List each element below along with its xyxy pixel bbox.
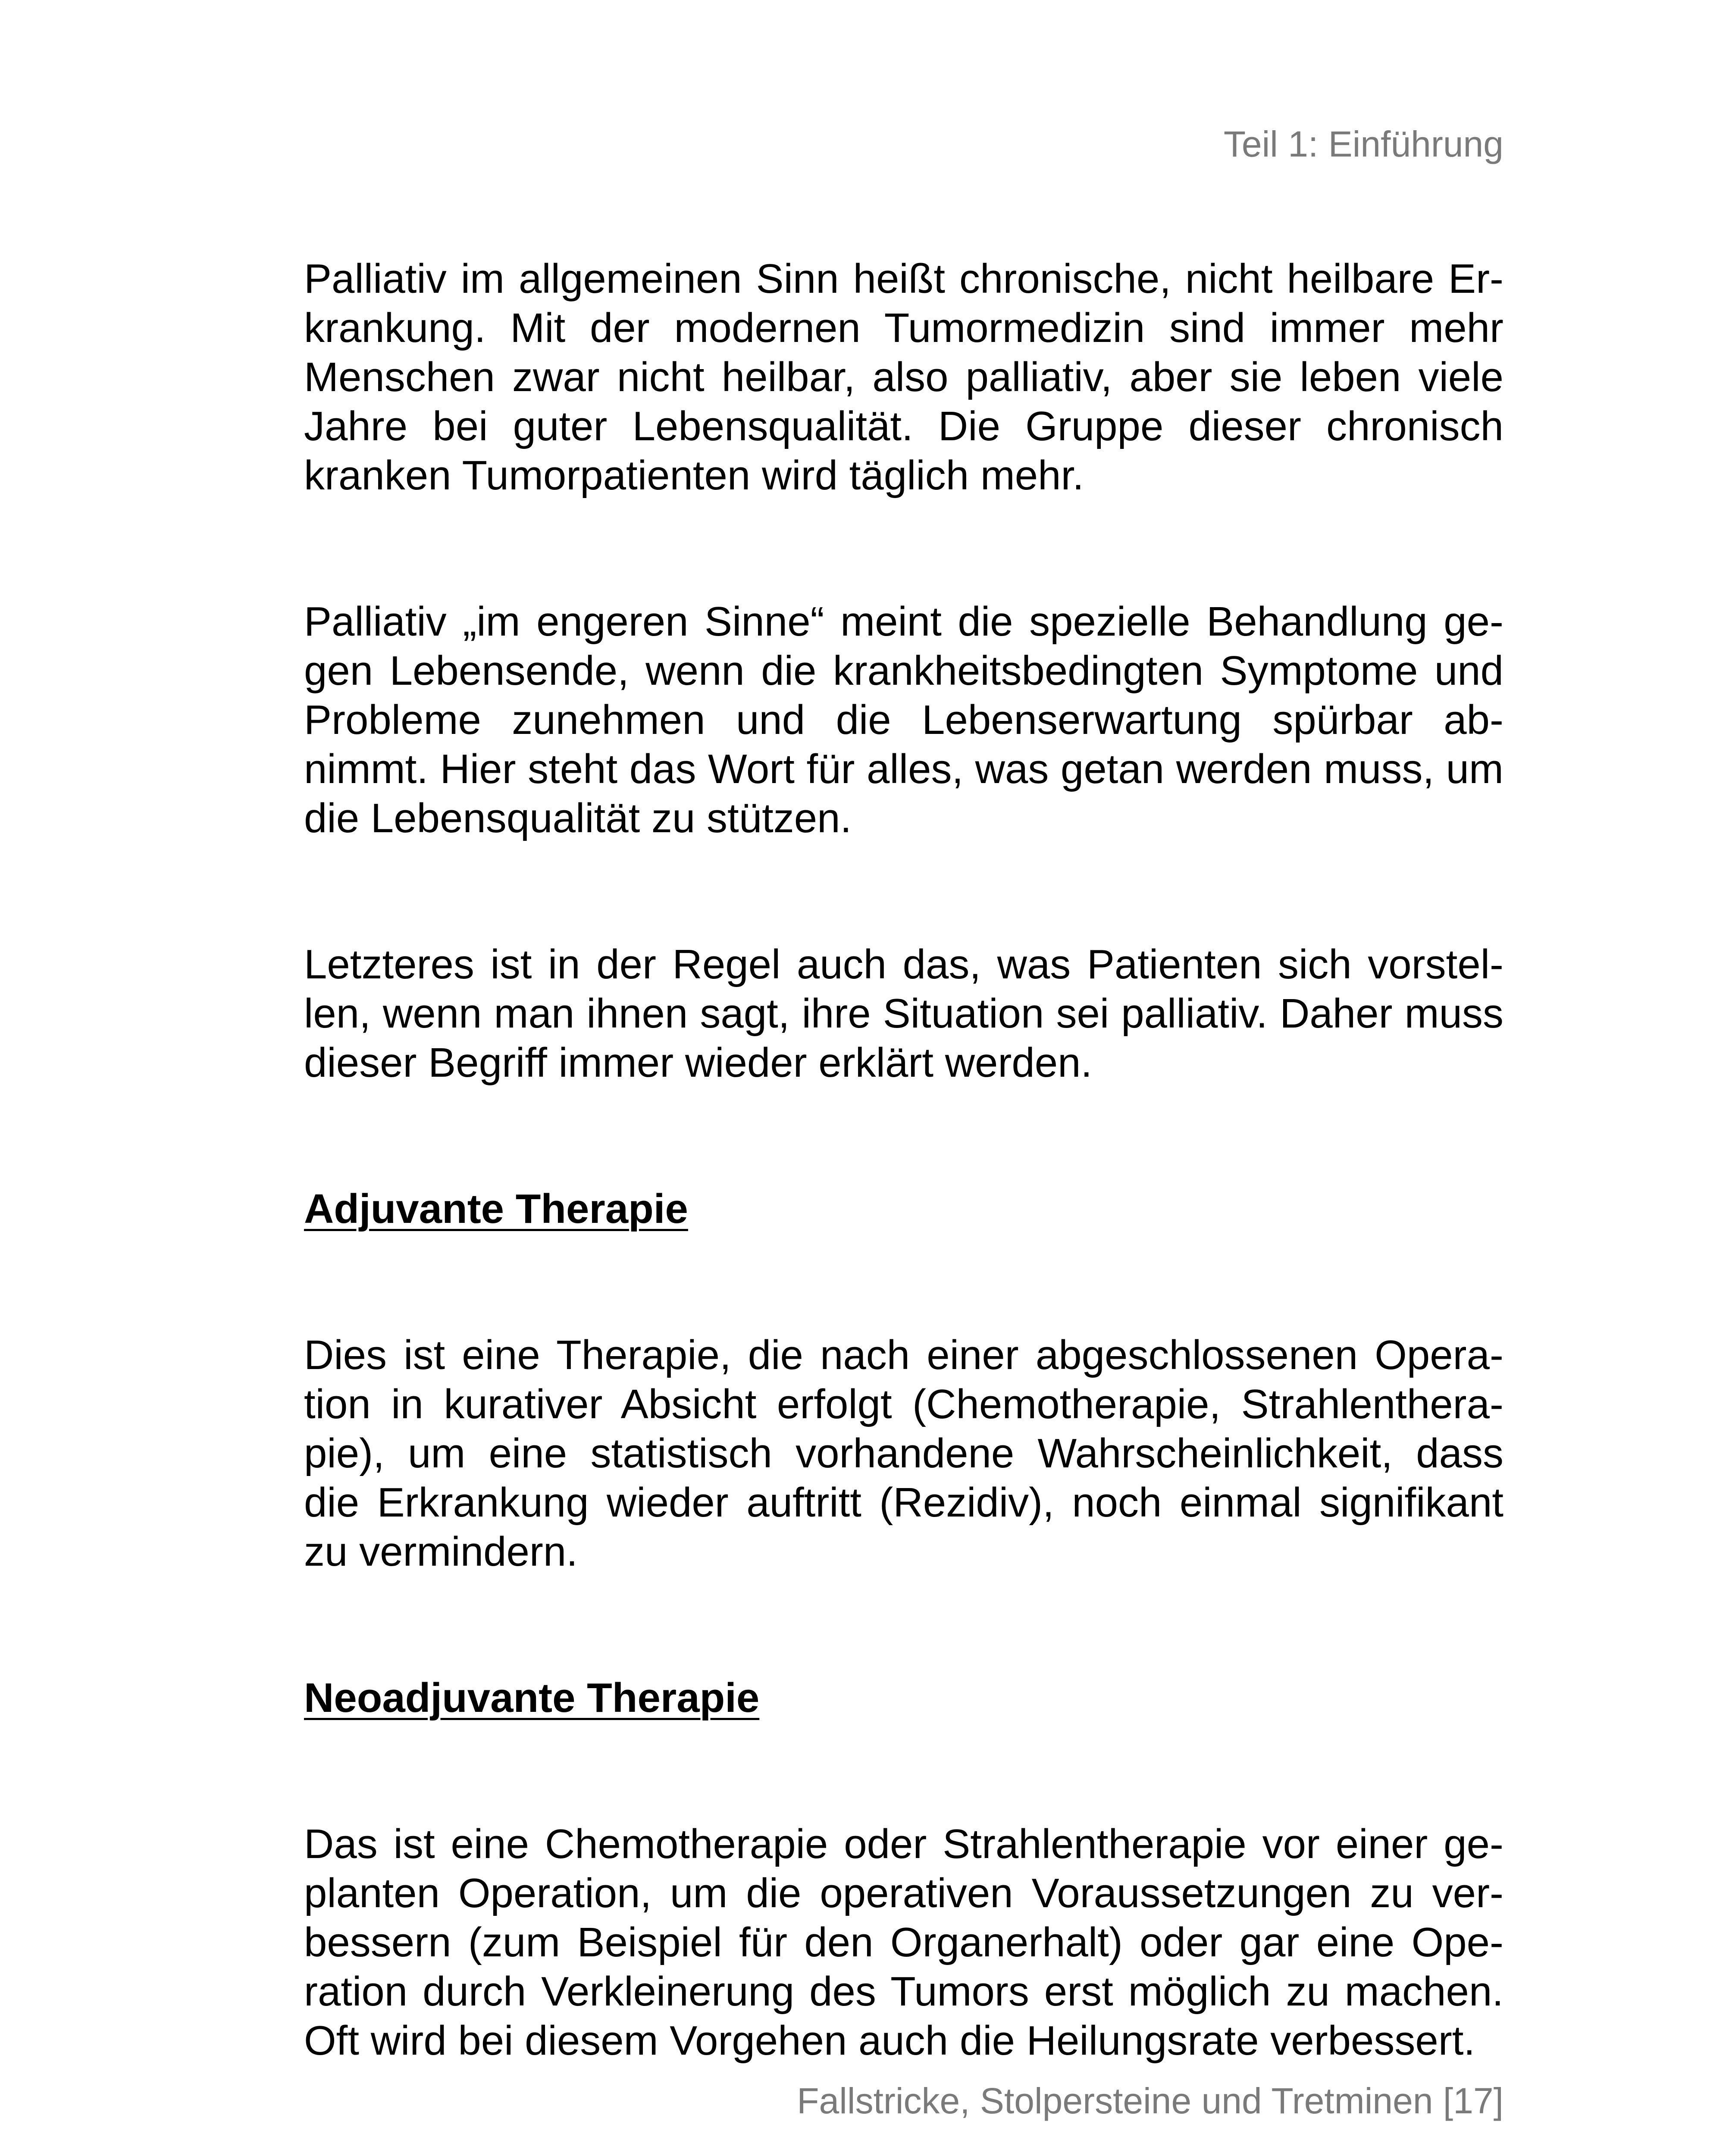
- text-line: bessern (zum Beispiel für den Organerhalt) oder gar eine Ope-: [304, 1919, 1503, 1965]
- text-line: Menschen zwar nicht heilbar, also palliativ, aber sie leben viele: [304, 354, 1503, 400]
- paragraph-palliativ-allgemein: [304, 254, 1503, 500]
- paragraph-letzteres: [304, 940, 1503, 1087]
- text-line: krankung. Mit der modernen Tumormedizin sind immer mehr: [304, 305, 1503, 351]
- paragraph-neoadjuvante-therapie: [304, 1820, 1503, 2065]
- text-line: tion in kurativer Absicht erfolgt (Chemotherapie, Strahlenthera-: [304, 1381, 1503, 1427]
- text-line: zu vermindern.: [304, 1529, 578, 1575]
- text-line: nimmt. Hier steht das Wort für alles, was getan werden muss, um: [304, 746, 1503, 792]
- text-line: Palliativ im allgemeinen Sinn heißt chronische, nicht heilbare Er-: [304, 256, 1503, 302]
- section-heading-neoadjuvante-therapie: Neoadjuvante Therapie: [304, 1675, 760, 1721]
- text-line: die Erkrankung wieder auftritt (Rezidiv), noch einmal signifikant: [304, 1479, 1503, 1526]
- text-line: pie), um eine statistisch vorhandene Wahrscheinlichkeit, dass: [304, 1430, 1503, 1476]
- section-heading-adjuvante-therapie: Adjuvante Therapie: [304, 1186, 688, 1232]
- text-line: len, wenn man ihnen sagt, ihre Situation sei palliativ. Daher muss: [304, 990, 1503, 1037]
- text-line: gen Lebensende, wenn die krankheitsbedingten Symptome und: [304, 648, 1503, 694]
- text-line: Probleme zunehmen und die Lebenserwartung spürbar ab-: [304, 697, 1503, 743]
- text-line: die Lebensqualität zu stützen.: [304, 795, 852, 841]
- text-line: Dies ist eine Therapie, die nach einer abgeschlossenen Opera-: [304, 1332, 1503, 1378]
- text-line: Jahre bei guter Lebensqualität. Die Gruppe dieser chronisch: [304, 403, 1503, 449]
- text-line: ration durch Verkleinerung des Tumors erst möglich zu machen.: [304, 1968, 1503, 2015]
- text-line: planten Operation, um die operativen Voraussetzungen zu ver-: [304, 1870, 1503, 1916]
- page-footer: Fallstricke, Stolpersteine und Tretminen [17]: [797, 2081, 1503, 2121]
- paragraph-palliativ-engeren-sinne: [304, 597, 1503, 843]
- text-line: Das ist eine Chemotherapie oder Strahlentherapie vor einer ge-: [304, 1821, 1503, 1867]
- paragraph-adjuvante-therapie: [304, 1331, 1503, 1576]
- text-line: dieser Begriff immer wieder erklärt werden.: [304, 1040, 1093, 1086]
- text-line: Letzteres ist in der Regel auch das, was Patienten sich vorstel-: [304, 941, 1503, 987]
- text-line: Oft wird bei diesem Vorgehen auch die Heilungsrate verbessert.: [304, 2018, 1475, 2064]
- running-header-chapter: Teil 1: Einführung: [1223, 124, 1503, 164]
- page-body: [304, 254, 1503, 2065]
- text-line: Palliativ „im engeren Sinne“ meint die spezielle Behandlung ge-: [304, 599, 1503, 645]
- text-line: kranken Tumorpatienten wird täglich mehr.: [304, 452, 1084, 498]
